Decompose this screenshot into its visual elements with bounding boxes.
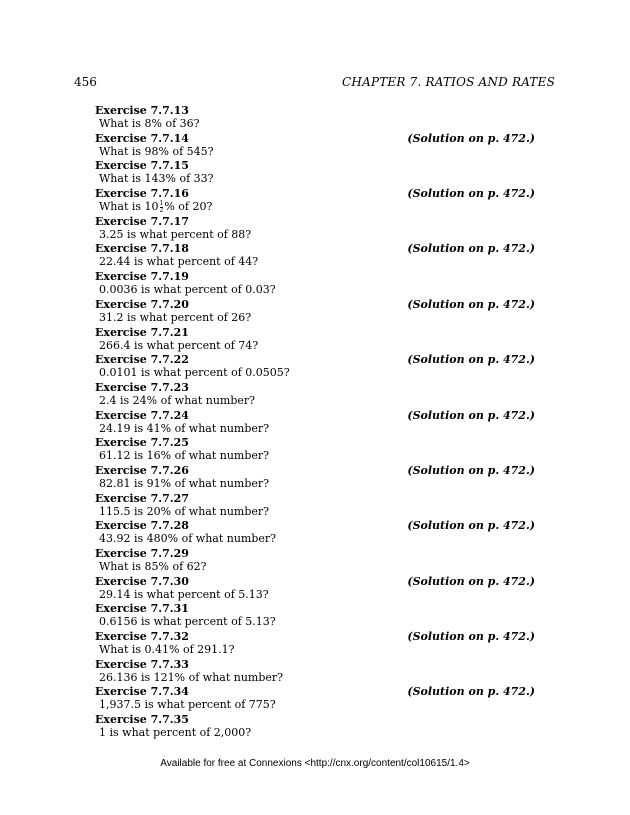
exercise-title: Exercise 7.7.32 [95, 630, 189, 644]
exercise-question: What is 98% of 545? [99, 144, 214, 158]
exercise-item [95, 547, 535, 575]
exercise-title: Exercise 7.7.33 [95, 657, 189, 671]
exercise-question: What is 8% of 36? [99, 117, 200, 130]
exercise-title: Exercise 7.7.35 [95, 713, 189, 727]
exercise-title: Exercise 7.7.34 [95, 685, 189, 699]
exercise-question: 24.19 is 41% of what number? [99, 421, 270, 435]
solution-link[interactable]: (Solution on p. 472.) [407, 131, 535, 145]
exercise-title: Exercise 7.7.16 [95, 187, 189, 201]
exercise-question: What is 143% of 33? [99, 172, 214, 186]
exercise-title: Exercise 7.7.28 [95, 519, 189, 533]
exercise-question: What is 85% of 62? [99, 560, 207, 573]
exercise-question: What is 0.41% of 291.1? [99, 643, 235, 657]
exercise-question: 0.0101 is what percent of 0.0505? [99, 366, 290, 380]
exercise-item [95, 381, 535, 409]
exercise-question: 0.6156 is what percent of 5.13? [99, 615, 276, 629]
exercise-question: 61.12 is 16% of what number? [99, 449, 270, 463]
exercise-question: 22.44 is what percent of 44? [99, 255, 259, 269]
exercise-question: 26.136 is 121% of what number? [99, 670, 284, 684]
fraction-numerator: 1 [159, 199, 164, 207]
exercise-title: Exercise 7.7.23 [95, 380, 189, 394]
question-suffix: % of 20? [164, 200, 213, 214]
page-number: 456 [74, 75, 97, 89]
exercise-title: Exercise 7.7.20 [95, 297, 189, 311]
solution-link[interactable]: (Solution on p. 472.) [407, 630, 535, 644]
solution-link[interactable]: (Solution on p. 472.) [407, 574, 535, 588]
exercise-question: 31.2 is what percent of 26? [99, 310, 252, 324]
exercise-question [99, 200, 212, 214]
exercise-item [95, 464, 535, 492]
exercise-item [95, 575, 535, 603]
solution-link[interactable]: (Solution on p. 472.) [407, 353, 535, 367]
exercise-item [95, 658, 535, 686]
solution-link[interactable]: (Solution on p. 472.) [407, 187, 535, 201]
exercise-question: 1 is what percent of 2,000? [99, 726, 252, 740]
exercise-question: 43.92 is 480% of what number? [99, 532, 277, 546]
exercise-title: Exercise 7.7.22 [95, 353, 189, 367]
exercise-question: 29.14 is what percent of 5.13? [99, 587, 269, 601]
exercise-item [95, 326, 535, 354]
exercise-item [95, 602, 535, 630]
exercise-item [95, 104, 535, 132]
exercise-title: Exercise 7.7.27 [95, 491, 189, 505]
solution-link[interactable]: (Solution on p. 472.) [407, 408, 535, 422]
exercise-item [95, 409, 535, 437]
exercise-item [95, 519, 535, 547]
exercise-question: 115.5 is 20% of what number? [99, 504, 270, 518]
exercise-list [95, 104, 535, 741]
solution-link[interactable]: (Solution on p. 472.) [407, 463, 535, 477]
exercise-item [95, 630, 535, 658]
exercise-title: Exercise 7.7.21 [95, 325, 189, 339]
solution-link[interactable]: (Solution on p. 472.) [407, 242, 535, 256]
exercise-item [95, 159, 535, 187]
exercise-item [95, 353, 535, 381]
exercise-question: 0.0036 is what percent of 0.03? [99, 283, 276, 297]
exercise-question: 82.81 is 91% of what number? [99, 476, 270, 490]
exercise-title: Exercise 7.7.13 [95, 104, 189, 117]
exercise-item [95, 492, 535, 520]
exercise-title: Exercise 7.7.25 [95, 436, 189, 450]
exercise-title: Exercise 7.7.30 [95, 574, 189, 588]
exercise-item [95, 685, 535, 713]
exercise-question: 266.4 is what percent of 74? [99, 338, 259, 352]
exercise-item [95, 187, 535, 215]
exercise-title: Exercise 7.7.18 [95, 242, 189, 256]
exercise-title: Exercise 7.7.29 [95, 547, 189, 560]
exercise-item [95, 436, 535, 464]
solution-link[interactable]: (Solution on p. 472.) [407, 519, 535, 533]
exercise-title: Exercise 7.7.26 [95, 463, 189, 477]
exercise-title: Exercise 7.7.24 [95, 408, 189, 422]
solution-link[interactable]: (Solution on p. 472.) [407, 685, 535, 699]
exercise-question: 1,937.5 is what percent of 775? [99, 698, 276, 712]
exercise-item [95, 298, 535, 326]
exercise-item [95, 132, 535, 160]
fraction-denominator: 2 [159, 206, 164, 214]
solution-link[interactable]: (Solution on p. 472.) [407, 297, 535, 311]
exercise-question: 2.4 is 24% of what number? [99, 393, 256, 407]
exercise-title: Exercise 7.7.17 [95, 214, 189, 228]
exercise-title: Exercise 7.7.14 [95, 131, 189, 145]
exercise-title: Exercise 7.7.15 [95, 159, 189, 173]
exercise-question: 3.25 is what percent of 88? [99, 227, 252, 241]
exercise-item [95, 242, 535, 270]
running-head: CHAPTER 7. RATIOS AND RATES [342, 75, 555, 89]
exercise-item [95, 270, 535, 298]
exercise-title: Exercise 7.7.31 [95, 602, 189, 616]
exercise-item [95, 215, 535, 243]
question-prefix: What is 10 [99, 200, 159, 214]
exercise-item [95, 713, 535, 741]
exercise-title: Exercise 7.7.19 [95, 270, 189, 284]
fraction [160, 201, 164, 214]
footer: Available for free at Connexions <http://cnx.org/content/col10615/1.4> [160, 758, 470, 769]
